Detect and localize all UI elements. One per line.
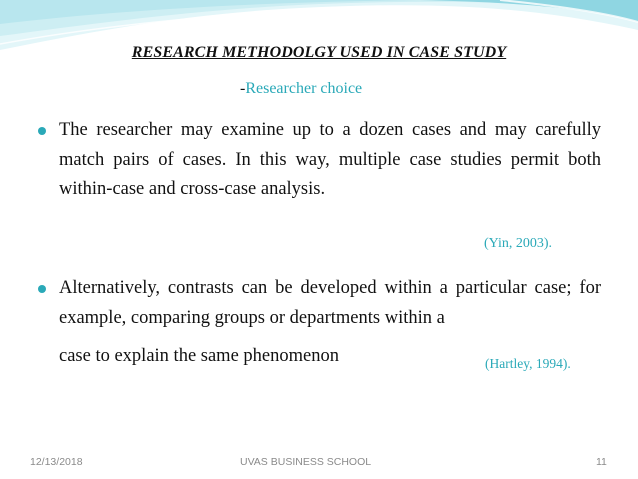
subtitle-dash: - bbox=[240, 80, 246, 97]
bullet-dot-icon bbox=[38, 127, 46, 135]
slide-subtitle bbox=[240, 80, 362, 98]
footer-date: 12/13/2018 bbox=[30, 456, 83, 468]
bullet-text-2: Alternatively, contrasts can be developed within a particular case; for example, comparing groups or departments within a bbox=[59, 278, 601, 328]
citation-yin: (Yin, 2003). bbox=[484, 236, 553, 251]
bullet-dot-icon bbox=[38, 285, 46, 293]
subtitle-text: Researcher choice bbox=[245, 80, 363, 97]
bullet-item-1 bbox=[38, 116, 601, 205]
footer-page-number: 11 bbox=[596, 456, 607, 468]
citation-hartley: (Hartley, 1994). bbox=[485, 356, 571, 371]
slide-title: RESEARCH METHODOLGY USED IN CASE STUDY bbox=[131, 44, 507, 61]
bullet-item-2 bbox=[38, 274, 601, 333]
bullet-text-2-last-line: case to explain the same phenomenon bbox=[59, 346, 339, 366]
bullet-text-1: The researcher may examine up to a dozen cases and may carefully match pairs of cases. In this way, multiple case studies permit both within-case and cross-case analysis. bbox=[59, 120, 601, 199]
footer-organization: UVAS BUSINESS SCHOOL bbox=[240, 456, 372, 468]
